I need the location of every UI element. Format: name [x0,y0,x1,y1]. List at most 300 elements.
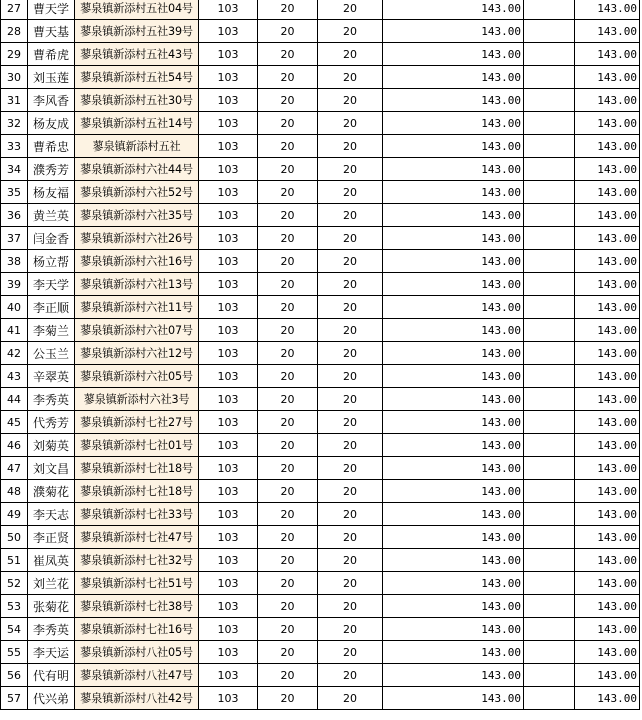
blank-cell[interactable] [524,411,575,434]
amount-cell[interactable]: 143.00 [383,319,524,342]
table-row [1,641,640,664]
count-cell-2[interactable]: 20 [318,411,383,434]
address-cell[interactable]: 蓼泉镇新添村五社14号 [75,112,199,135]
blank-cell[interactable] [524,0,575,20]
table-row [1,365,640,388]
row-number-cell[interactable]: 50 [1,526,28,549]
name-cell[interactable]: 李秀英 [28,618,75,641]
address-cell[interactable]: 蓼泉镇新添村七社16号 [75,618,199,641]
name-cell[interactable]: 代有明 [28,664,75,687]
count-cell-1[interactable]: 20 [258,227,318,250]
name-cell[interactable]: 曹天学 [28,0,75,20]
table-row [1,480,640,503]
address-cell[interactable]: 蓼泉镇新添村七社18号 [75,480,199,503]
area-cell[interactable]: 103 [199,0,258,20]
row-number-cell[interactable]: 57 [1,687,28,710]
total-cell[interactable]: 143.00 [575,365,640,388]
name-cell[interactable]: 黄兰英 [28,204,75,227]
name-cell[interactable]: 张菊花 [28,595,75,618]
area-cell[interactable]: 103 [199,664,258,687]
count-cell-1[interactable]: 20 [258,273,318,296]
name-cell[interactable]: 刘玉莲 [28,66,75,89]
name-cell[interactable]: 李菊兰 [28,319,75,342]
address-cell[interactable]: 蓼泉镇新添村五社43号 [75,43,199,66]
table-row [1,572,640,595]
row-number-cell[interactable]: 53 [1,595,28,618]
address-cell[interactable]: 蓼泉镇新添村八社42号 [75,687,199,710]
count-cell-1[interactable]: 20 [258,66,318,89]
address-cell[interactable]: 蓼泉镇新添村五社30号 [75,89,199,112]
count-cell-2[interactable]: 20 [318,250,383,273]
amount-cell[interactable]: 143.00 [383,572,524,595]
table-row [1,135,640,158]
count-cell-1[interactable]: 20 [258,388,318,411]
name-cell[interactable]: 李天运 [28,641,75,664]
blank-cell[interactable] [524,112,575,135]
total-cell[interactable]: 143.00 [575,457,640,480]
total-cell[interactable]: 143.00 [575,20,640,43]
amount-cell[interactable]: 143.00 [383,250,524,273]
amount-cell[interactable]: 143.00 [383,641,524,664]
row-number-cell[interactable]: 45 [1,411,28,434]
name-cell[interactable]: 代秀芳 [28,411,75,434]
address-cell[interactable]: 蓼泉镇新添村七社01号 [75,434,199,457]
count-cell-1[interactable]: 20 [258,319,318,342]
address-cell[interactable]: 蓼泉镇新添村七社18号 [75,457,199,480]
area-cell[interactable]: 103 [199,342,258,365]
name-cell[interactable]: 曹希虎 [28,43,75,66]
address-cell[interactable]: 蓼泉镇新添村六社12号 [75,342,199,365]
count-cell-1[interactable]: 20 [258,204,318,227]
count-cell-2[interactable]: 20 [318,227,383,250]
amount-cell[interactable]: 143.00 [383,135,524,158]
total-cell[interactable]: 143.00 [575,618,640,641]
name-cell[interactable]: 辛翠英 [28,365,75,388]
blank-cell[interactable] [524,296,575,319]
name-cell[interactable]: 公玉兰 [28,342,75,365]
count-cell-2[interactable]: 20 [318,687,383,710]
count-cell-2[interactable]: 20 [318,181,383,204]
table-row [1,43,640,66]
table-row [1,342,640,365]
blank-cell[interactable] [524,181,575,204]
count-cell-1[interactable]: 20 [258,112,318,135]
count-cell-2[interactable]: 20 [318,457,383,480]
total-cell[interactable]: 143.00 [575,181,640,204]
count-cell-1[interactable]: 20 [258,457,318,480]
count-cell-1[interactable]: 20 [258,0,318,20]
area-cell[interactable]: 103 [199,526,258,549]
table-row [1,250,640,273]
row-number-cell[interactable]: 34 [1,158,28,181]
area-cell[interactable]: 103 [199,434,258,457]
row-number-cell[interactable]: 38 [1,250,28,273]
total-cell[interactable]: 143.00 [575,319,640,342]
area-cell[interactable]: 103 [199,480,258,503]
area-cell[interactable]: 103 [199,595,258,618]
name-cell[interactable]: 闫金香 [28,227,75,250]
count-cell-2[interactable]: 20 [318,342,383,365]
blank-cell[interactable] [524,687,575,710]
row-number-cell[interactable]: 42 [1,342,28,365]
name-cell[interactable]: 杨友成 [28,112,75,135]
blank-cell[interactable] [524,434,575,457]
total-cell[interactable]: 143.00 [575,411,640,434]
count-cell-2[interactable]: 20 [318,526,383,549]
blank-cell[interactable] [524,20,575,43]
count-cell-2[interactable]: 20 [318,43,383,66]
address-cell[interactable]: 蓼泉镇新添村八社05号 [75,641,199,664]
amount-cell[interactable]: 143.00 [383,595,524,618]
area-cell[interactable]: 103 [199,158,258,181]
name-cell[interactable]: 李风香 [28,89,75,112]
count-cell-2[interactable]: 20 [318,388,383,411]
blank-cell[interactable] [524,503,575,526]
row-number-cell[interactable]: 39 [1,273,28,296]
row-number-cell[interactable]: 49 [1,503,28,526]
count-cell-1[interactable]: 20 [258,411,318,434]
blank-cell[interactable] [524,365,575,388]
total-cell[interactable]: 143.00 [575,0,640,20]
total-cell[interactable]: 143.00 [575,43,640,66]
area-cell[interactable]: 103 [199,20,258,43]
count-cell-1[interactable]: 20 [258,434,318,457]
row-number-cell[interactable]: 35 [1,181,28,204]
amount-cell[interactable]: 143.00 [383,411,524,434]
blank-cell[interactable] [524,618,575,641]
address-cell[interactable]: 蓼泉镇新添村六社11号 [75,296,199,319]
area-cell[interactable]: 103 [199,503,258,526]
amount-cell[interactable]: 143.00 [383,687,524,710]
count-cell-1[interactable]: 20 [258,480,318,503]
name-cell[interactable]: 濮秀芳 [28,158,75,181]
area-cell[interactable]: 103 [199,227,258,250]
count-cell-1[interactable]: 20 [258,365,318,388]
amount-cell[interactable]: 143.00 [383,66,524,89]
amount-cell[interactable]: 143.00 [383,457,524,480]
amount-cell[interactable]: 143.00 [383,365,524,388]
row-number-cell[interactable]: 36 [1,204,28,227]
count-cell-2[interactable]: 20 [318,158,383,181]
count-cell-1[interactable]: 20 [258,526,318,549]
count-cell-2[interactable]: 20 [318,480,383,503]
table-row [1,89,640,112]
name-cell[interactable]: 濮菊花 [28,480,75,503]
area-cell[interactable]: 103 [199,618,258,641]
blank-cell[interactable] [524,480,575,503]
blank-cell[interactable] [524,89,575,112]
area-cell[interactable]: 103 [199,296,258,319]
table-row [1,595,640,618]
name-cell[interactable]: 杨立帮 [28,250,75,273]
count-cell-2[interactable]: 20 [318,365,383,388]
total-cell[interactable]: 143.00 [575,296,640,319]
table-row [1,687,640,710]
count-cell-1[interactable]: 20 [258,641,318,664]
row-number-cell[interactable]: 46 [1,434,28,457]
total-cell[interactable]: 143.00 [575,572,640,595]
address-cell[interactable]: 蓼泉镇新添村七社47号 [75,526,199,549]
total-cell[interactable]: 143.00 [575,526,640,549]
count-cell-1[interactable]: 20 [258,618,318,641]
count-cell-2[interactable]: 20 [318,66,383,89]
count-cell-1[interactable]: 20 [258,664,318,687]
blank-cell[interactable] [524,250,575,273]
blank-cell[interactable] [524,641,575,664]
blank-cell[interactable] [524,549,575,572]
area-cell[interactable]: 103 [199,388,258,411]
row-number-cell[interactable]: 37 [1,227,28,250]
row-number-cell[interactable]: 52 [1,572,28,595]
table-row [1,526,640,549]
row-number-cell[interactable]: 54 [1,618,28,641]
total-cell[interactable]: 143.00 [575,480,640,503]
area-cell[interactable]: 103 [199,204,258,227]
count-cell-1[interactable]: 20 [258,572,318,595]
amount-cell[interactable]: 143.00 [383,618,524,641]
row-number-cell[interactable]: 30 [1,66,28,89]
count-cell-2[interactable]: 20 [318,135,383,158]
count-cell-1[interactable]: 20 [258,250,318,273]
row-number-cell[interactable]: 51 [1,549,28,572]
address-cell[interactable]: 蓼泉镇新添村六社35号 [75,204,199,227]
address-cell[interactable]: 蓼泉镇新添村五社54号 [75,66,199,89]
amount-cell[interactable]: 143.00 [383,204,524,227]
area-cell[interactable]: 103 [199,365,258,388]
count-cell-1[interactable]: 20 [258,89,318,112]
blank-cell[interactable] [524,66,575,89]
area-cell[interactable]: 103 [199,43,258,66]
count-cell-1[interactable]: 20 [258,342,318,365]
total-cell[interactable]: 143.00 [575,250,640,273]
count-cell-1[interactable]: 20 [258,181,318,204]
area-cell[interactable]: 103 [199,411,258,434]
blank-cell[interactable] [524,526,575,549]
count-cell-2[interactable]: 20 [318,319,383,342]
blank-cell[interactable] [524,158,575,181]
amount-cell[interactable]: 143.00 [383,0,524,20]
amount-cell[interactable]: 143.00 [383,480,524,503]
name-cell[interactable]: 李天学 [28,273,75,296]
count-cell-2[interactable]: 20 [318,572,383,595]
table-row [1,549,640,572]
name-cell[interactable]: 刘文昌 [28,457,75,480]
blank-cell[interactable] [524,273,575,296]
count-cell-1[interactable]: 20 [258,296,318,319]
table-row [1,434,640,457]
amount-cell[interactable]: 143.00 [383,227,524,250]
row-number-cell[interactable]: 28 [1,20,28,43]
address-cell[interactable]: 蓼泉镇新添村五社04号 [75,0,199,20]
area-cell[interactable]: 103 [199,135,258,158]
count-cell-2[interactable]: 20 [318,296,383,319]
count-cell-1[interactable]: 20 [258,503,318,526]
amount-cell[interactable]: 143.00 [383,549,524,572]
name-cell[interactable]: 李天志 [28,503,75,526]
amount-cell[interactable]: 143.00 [383,526,524,549]
count-cell-2[interactable]: 20 [318,618,383,641]
count-cell-2[interactable]: 20 [318,595,383,618]
blank-cell[interactable] [524,204,575,227]
count-cell-2[interactable]: 20 [318,204,383,227]
name-cell[interactable]: 李正贤 [28,526,75,549]
table-row [1,0,640,20]
row-number-cell[interactable]: 48 [1,480,28,503]
area-cell[interactable]: 103 [199,549,258,572]
row-number-cell[interactable]: 43 [1,365,28,388]
area-cell[interactable]: 103 [199,250,258,273]
row-number-cell[interactable]: 47 [1,457,28,480]
total-cell[interactable]: 143.00 [575,204,640,227]
row-number-cell[interactable]: 40 [1,296,28,319]
address-cell[interactable]: 蓼泉镇新添村六社44号 [75,158,199,181]
count-cell-2[interactable]: 20 [318,112,383,135]
total-cell[interactable]: 143.00 [575,687,640,710]
area-cell[interactable]: 103 [199,572,258,595]
blank-cell[interactable] [524,457,575,480]
total-cell[interactable]: 143.00 [575,227,640,250]
table-row [1,181,640,204]
amount-cell[interactable]: 143.00 [383,43,524,66]
address-cell[interactable]: 蓼泉镇新添村六社13号 [75,273,199,296]
amount-cell[interactable]: 143.00 [383,664,524,687]
area-cell[interactable]: 103 [199,89,258,112]
address-cell[interactable]: 蓼泉镇新添村七社38号 [75,595,199,618]
row-number-cell[interactable]: 56 [1,664,28,687]
row-number-cell[interactable]: 41 [1,319,28,342]
address-cell[interactable]: 蓼泉镇新添村八社47号 [75,664,199,687]
count-cell-2[interactable]: 20 [318,89,383,112]
table-row [1,227,640,250]
name-cell[interactable]: 李正顺 [28,296,75,319]
total-cell[interactable]: 143.00 [575,66,640,89]
count-cell-1[interactable]: 20 [258,687,318,710]
count-cell-2[interactable]: 20 [318,0,383,20]
total-cell[interactable]: 143.00 [575,273,640,296]
total-cell[interactable]: 143.00 [575,641,640,664]
count-cell-2[interactable]: 20 [318,434,383,457]
row-number-cell[interactable]: 29 [1,43,28,66]
total-cell[interactable]: 143.00 [575,135,640,158]
blank-cell[interactable] [524,664,575,687]
address-cell[interactable]: 蓼泉镇新添村七社33号 [75,503,199,526]
total-cell[interactable]: 143.00 [575,89,640,112]
area-cell[interactable]: 103 [199,319,258,342]
amount-cell[interactable]: 143.00 [383,20,524,43]
address-cell[interactable]: 蓼泉镇新添村七社51号 [75,572,199,595]
area-cell[interactable]: 103 [199,112,258,135]
address-cell[interactable]: 蓼泉镇新添村六社16号 [75,250,199,273]
table-row [1,457,640,480]
address-cell[interactable]: 蓼泉镇新添村六社26号 [75,227,199,250]
name-cell[interactable]: 刘兰花 [28,572,75,595]
table-row [1,66,640,89]
blank-cell[interactable] [524,135,575,158]
amount-cell[interactable]: 143.00 [383,158,524,181]
row-number-cell[interactable]: 27 [1,0,28,20]
total-cell[interactable]: 143.00 [575,158,640,181]
total-cell[interactable]: 143.00 [575,388,640,411]
blank-cell[interactable] [524,227,575,250]
name-cell[interactable]: 曹希忠 [28,135,75,158]
count-cell-1[interactable]: 20 [258,549,318,572]
address-cell[interactable]: 蓼泉镇新添村六社07号 [75,319,199,342]
address-cell[interactable]: 蓼泉镇新添村七社27号 [75,411,199,434]
row-number-cell[interactable]: 44 [1,388,28,411]
area-cell[interactable]: 103 [199,181,258,204]
amount-cell[interactable]: 143.00 [383,342,524,365]
name-cell[interactable]: 崔凤英 [28,549,75,572]
amount-cell[interactable]: 143.00 [383,89,524,112]
count-cell-2[interactable]: 20 [318,549,383,572]
amount-cell[interactable]: 143.00 [383,388,524,411]
row-number-cell[interactable]: 31 [1,89,28,112]
address-cell[interactable]: 蓼泉镇新添村七社32号 [75,549,199,572]
count-cell-1[interactable]: 20 [258,595,318,618]
total-cell[interactable]: 143.00 [575,549,640,572]
row-number-cell[interactable]: 32 [1,112,28,135]
area-cell[interactable]: 103 [199,273,258,296]
amount-cell[interactable]: 143.00 [383,434,524,457]
total-cell[interactable]: 143.00 [575,434,640,457]
amount-cell[interactable]: 143.00 [383,112,524,135]
blank-cell[interactable] [524,572,575,595]
amount-cell[interactable]: 143.00 [383,296,524,319]
name-cell[interactable]: 李秀英 [28,388,75,411]
total-cell[interactable]: 143.00 [575,342,640,365]
blank-cell[interactable] [524,595,575,618]
amount-cell[interactable]: 143.00 [383,273,524,296]
count-cell-1[interactable]: 20 [258,135,318,158]
total-cell[interactable]: 143.00 [575,664,640,687]
row-number-cell[interactable]: 33 [1,135,28,158]
address-cell[interactable]: 蓼泉镇新添村六社52号 [75,181,199,204]
name-cell[interactable]: 曹天基 [28,20,75,43]
table-row [1,112,640,135]
total-cell[interactable]: 143.00 [575,595,640,618]
address-cell[interactable]: 蓼泉镇新添村六社3号 [75,388,199,411]
count-cell-2[interactable]: 20 [318,273,383,296]
count-cell-2[interactable]: 20 [318,20,383,43]
name-cell[interactable]: 杨友福 [28,181,75,204]
address-cell[interactable]: 蓼泉镇新添村六社05号 [75,365,199,388]
amount-cell[interactable]: 143.00 [383,181,524,204]
count-cell-1[interactable]: 20 [258,20,318,43]
count-cell-2[interactable]: 20 [318,664,383,687]
area-cell[interactable]: 103 [199,641,258,664]
count-cell-2[interactable]: 20 [318,503,383,526]
address-cell[interactable]: 蓼泉镇新添村五社 [75,135,199,158]
row-number-cell[interactable]: 55 [1,641,28,664]
total-cell[interactable]: 143.00 [575,112,640,135]
blank-cell[interactable] [524,319,575,342]
area-cell[interactable]: 103 [199,66,258,89]
blank-cell[interactable] [524,342,575,365]
area-cell[interactable]: 103 [199,457,258,480]
amount-cell[interactable]: 143.00 [383,503,524,526]
name-cell[interactable]: 代兴弟 [28,687,75,710]
count-cell-2[interactable]: 20 [318,641,383,664]
blank-cell[interactable] [524,43,575,66]
count-cell-1[interactable]: 20 [258,158,318,181]
table-row [1,618,640,641]
area-cell[interactable]: 103 [199,687,258,710]
name-cell[interactable]: 刘菊英 [28,434,75,457]
blank-cell[interactable] [524,388,575,411]
total-cell[interactable]: 143.00 [575,503,640,526]
address-cell[interactable]: 蓼泉镇新添村五社39号 [75,20,199,43]
count-cell-1[interactable]: 20 [258,43,318,66]
